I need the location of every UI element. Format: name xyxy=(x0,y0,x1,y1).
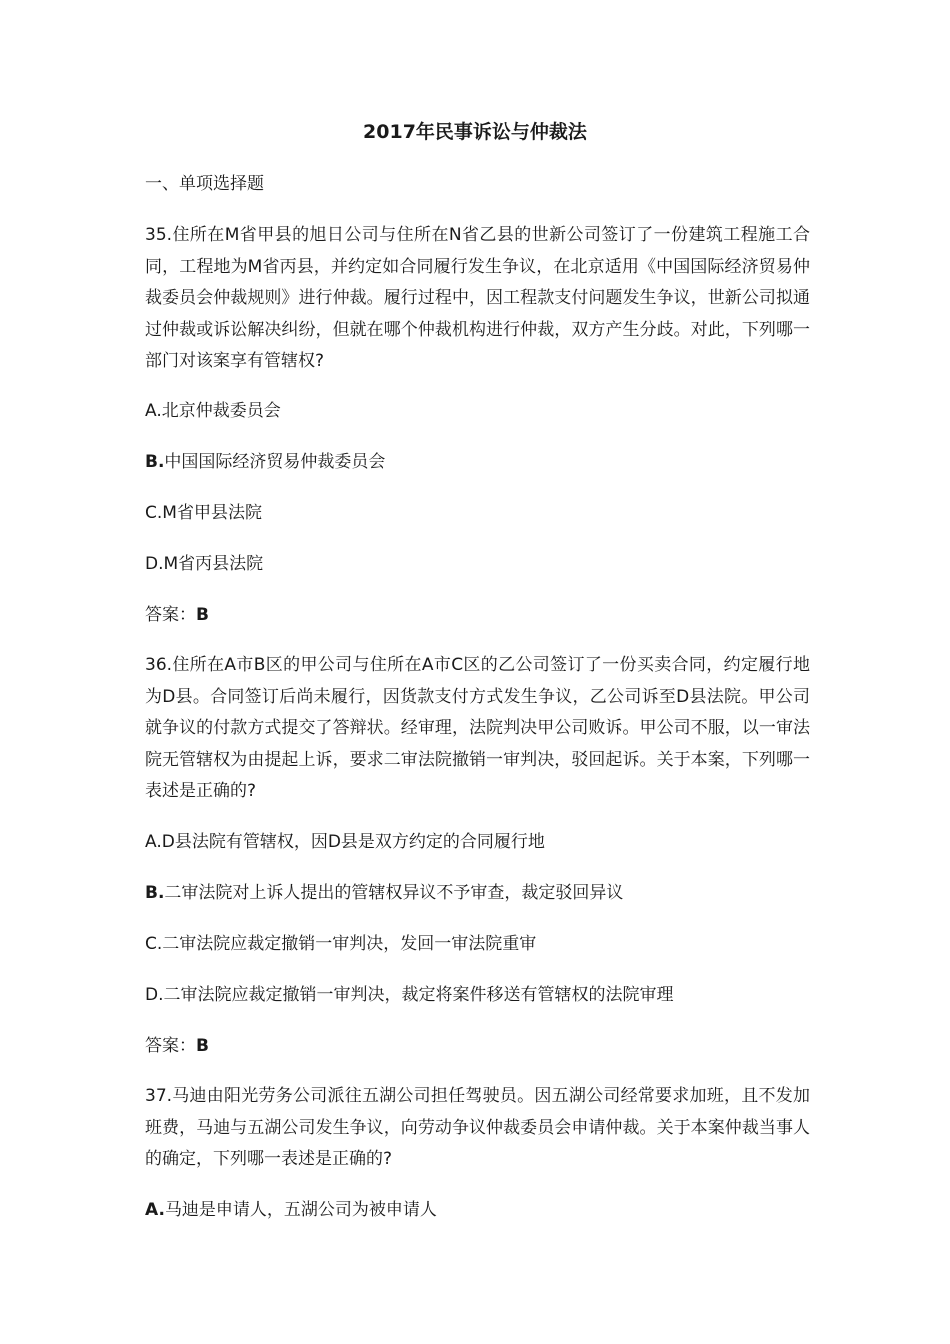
option-text: M省甲县法院 xyxy=(162,503,262,523)
question-37-option-a xyxy=(145,1196,437,1224)
question-36-option-c xyxy=(145,930,536,958)
question-36-option-b xyxy=(145,879,623,907)
option-text: M省丙县法院 xyxy=(163,554,264,574)
option-text: D县法院有管辖权，因D县是双方约定的合同履行地 xyxy=(161,832,545,852)
option-text: 二审法院应裁定撤销一审判决，裁定将案件移送有管辖权的法院审理 xyxy=(163,985,674,1005)
document-title: 2017年民事诉讼与仲裁法 xyxy=(363,121,587,143)
question-35-option-d xyxy=(145,550,263,578)
question-36-option-d xyxy=(145,981,674,1009)
option-text: 二审法院应裁定撤销一审判决，发回一审法院重审 xyxy=(162,934,537,954)
option-letter: D. xyxy=(145,985,164,1005)
section-heading: 一、单项选择题 xyxy=(145,174,264,194)
question-35-option-a xyxy=(145,397,281,425)
question-37-stem: 37.马迪由阳光劳务公司派往五湖公司担任驾驶员。因五湖公司经常要求加班，且不发加班费，马迪与五湖公司发生争议，向劳动争议仲裁委员会申请仲裁。关于本案仲裁当事人的确定，下列哪一表述是正确的? xyxy=(145,1086,810,1169)
option-text: 马迪是申请人，五湖公司为被申请人 xyxy=(164,1200,437,1220)
option-letter: B. xyxy=(145,883,165,903)
question-35-stem: 35.住所在M省甲县的旭日公司与住所在N省乙县的世新公司签订了一份建筑工程施工合同，工程地为M省丙县，并约定如合同履行发生争议，在北京适用《中国国际经济贸易仲裁委员会仲裁规则》进行仲裁。履行过程中，因工程款支付问题发生争议，世新公司拟通过仲裁或诉讼解决纠纷，但就在哪个仲裁机构进行仲裁，双方产生分歧。对此，下列哪一部门对该案享有管辖权? xyxy=(145,225,810,371)
answer-value: B xyxy=(196,1036,209,1056)
option-letter: B. xyxy=(145,452,165,472)
question-35-option-c xyxy=(145,499,262,527)
option-letter: C. xyxy=(145,503,163,523)
answer-value: B xyxy=(196,605,209,625)
question-36-answer xyxy=(145,1032,209,1060)
option-letter: C. xyxy=(145,934,163,954)
option-letter: D. xyxy=(145,554,164,574)
question-35-option-b xyxy=(145,448,385,476)
option-letter: A. xyxy=(145,1200,165,1220)
question-36-option-a xyxy=(145,828,545,856)
answer-label: 答案： xyxy=(145,1036,196,1056)
option-text: 中国国际经济贸易仲裁委员会 xyxy=(164,452,386,472)
answer-label: 答案： xyxy=(145,605,196,625)
option-text: 二审法院对上诉人提出的管辖权异议不予审查，裁定驳回异议 xyxy=(164,883,624,903)
option-letter: A. xyxy=(145,401,162,421)
option-text: 北京仲裁委员会 xyxy=(161,401,281,421)
question-35-answer xyxy=(145,601,209,629)
option-letter: A. xyxy=(145,832,162,852)
question-36-stem: 36.住所在A市B区的甲公司与住所在A市C区的乙公司签订了一份买卖合同，约定履行地为D县。合同签订后尚未履行，因货款支付方式发生争议，乙公司诉至D县法院。甲公司就争议的付款方式提交了答辩状。经审理，法院判决甲公司败诉。甲公司不服，以一审法院无管辖权为由提起上诉，要求二审法院撤销一审判决，驳回起诉。关于本案，下列哪一表述是正确的? xyxy=(145,655,810,801)
